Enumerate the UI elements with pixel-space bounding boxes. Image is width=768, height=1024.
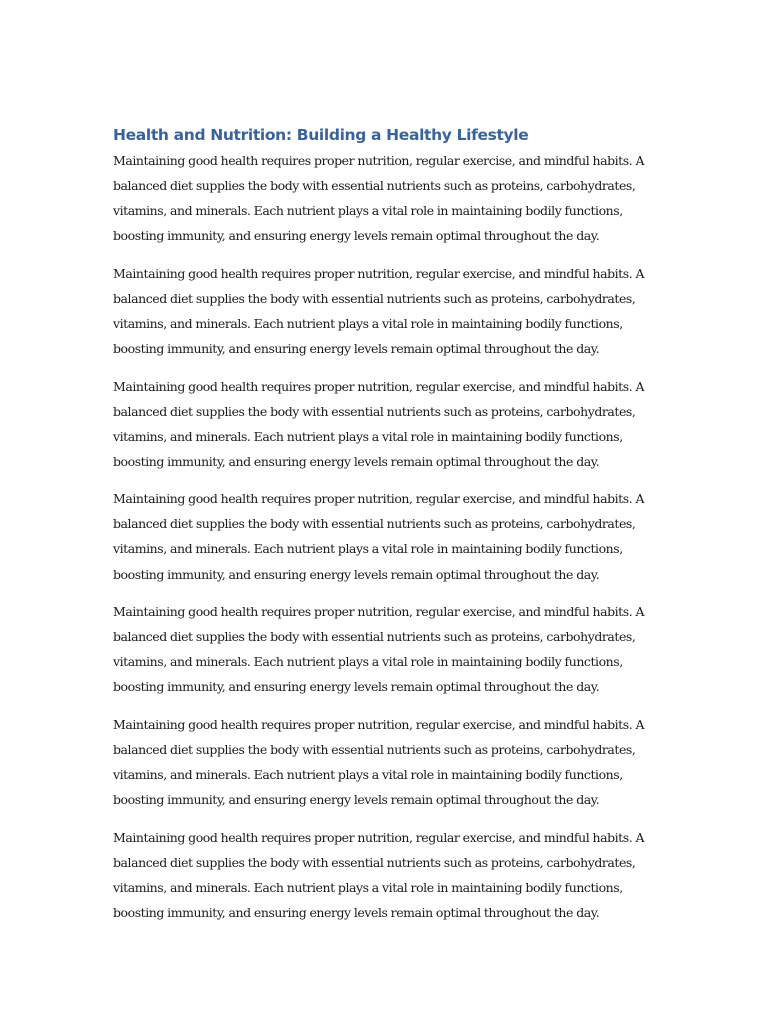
paragraph-line: boosting immunity, and ensuring energy levels remain optimal throughout the day. [113,566,600,582]
paragraph [113,261,658,361]
paragraph-line: vitamins, and minerals. Each nutrient plays a vital role in maintaining bodily functions, [113,767,623,783]
paragraph-line: boosting immunity, and ensuring energy levels remain optimal throughout the day. [113,792,600,808]
paragraph-line: Maintaining good health requires proper nutrition, regular exercise, and mindful habits. A [113,604,645,620]
paragraph [113,148,658,248]
paragraph-line: boosting immunity, and ensuring energy levels remain optimal throughout the day. [113,228,600,244]
paragraph [113,825,658,925]
paragraph-line: boosting immunity, and ensuring energy levels remain optimal throughout the day. [113,679,600,695]
paragraph [113,486,658,586]
paragraph-line: vitamins, and minerals. Each nutrient plays a vital role in maintaining bodily functions, [113,654,623,670]
paragraph-line: Maintaining good health requires proper nutrition, regular exercise, and mindful habits. A [113,153,645,168]
paragraph-line: Maintaining good health requires proper nutrition, regular exercise, and mindful habits. A [113,491,645,507]
paragraph-line: balanced diet supplies the body with essential nutrients such as proteins, carbohydrates, [113,629,636,645]
paragraph-line: Maintaining good health requires proper nutrition, regular exercise, and mindful habits. A [113,829,645,845]
document-body [113,124,658,937]
paragraph-line: balanced diet supplies the body with essential nutrients such as proteins, carbohydrates, [113,403,636,419]
paragraph-line: vitamins, and minerals. Each nutrient plays a vital role in maintaining bodily functions, [113,541,623,557]
paragraph-line: balanced diet supplies the body with essential nutrients such as proteins, carbohydrates, [113,854,636,870]
paragraph-line: boosting immunity, and ensuring energy levels remain optimal throughout the day. [113,453,600,469]
document-title: Health and Nutrition: Building a Healthy Lifestyle [113,126,529,144]
paragraph-line: Maintaining good health requires proper nutrition, regular exercise, and mindful habits. A [113,378,645,394]
paragraph-line: vitamins, and minerals. Each nutrient plays a vital role in maintaining bodily functions, [113,203,623,219]
paragraph-line: vitamins, and minerals. Each nutrient plays a vital role in maintaining bodily functions, [113,879,623,895]
paragraph [113,374,658,474]
paragraph-line: Maintaining good health requires proper nutrition, regular exercise, and mindful habits. A [113,716,645,732]
paragraph [113,712,658,812]
paragraph [113,599,658,699]
paragraph-line: boosting immunity, and ensuring energy levels remain optimal throughout the day. [113,904,600,920]
paragraph-line: balanced diet supplies the body with essential nutrients such as proteins, carbohydrates, [113,178,636,194]
paragraph-line: boosting immunity, and ensuring energy levels remain optimal throughout the day. [113,341,600,357]
paragraph-line: Maintaining good health requires proper nutrition, regular exercise, and mindful habits. A [113,265,645,281]
paragraph-line: balanced diet supplies the body with essential nutrients such as proteins, carbohydrates, [113,290,636,306]
paragraph-line: vitamins, and minerals. Each nutrient plays a vital role in maintaining bodily functions, [113,315,623,331]
paragraph-line: balanced diet supplies the body with essential nutrients such as proteins, carbohydrates, [113,741,636,757]
paragraph-line: balanced diet supplies the body with essential nutrients such as proteins, carbohydrates, [113,516,636,532]
paragraph-line: vitamins, and minerals. Each nutrient plays a vital role in maintaining bodily functions, [113,428,623,444]
